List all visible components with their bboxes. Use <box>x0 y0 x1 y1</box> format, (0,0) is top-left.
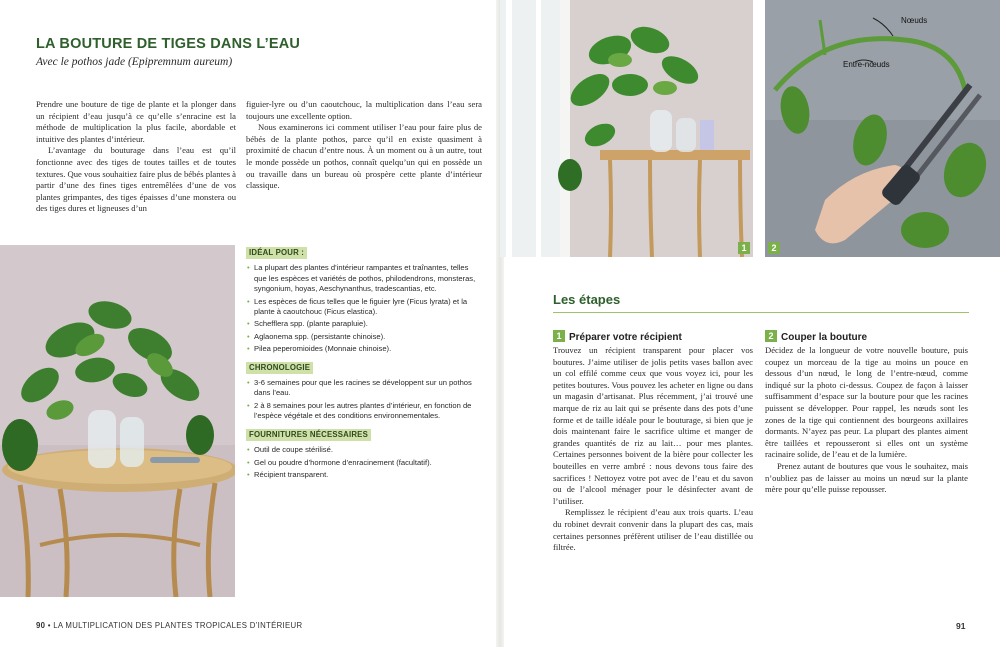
step-1-heading <box>553 330 682 343</box>
photo-number-badge: 1 <box>738 242 750 254</box>
fournitures-list <box>246 445 482 480</box>
step-number: 1 <box>553 330 565 342</box>
list-item: • Gel ou poudre d’hormone d’enracinement (facultatif). <box>246 458 482 468</box>
running-footer: • LA MULTIPLICATION DES PLANTES TROPICALES D’INTÉRIEUR <box>47 621 303 630</box>
list-item: • Récipient transparent. <box>246 470 482 480</box>
ideal-heading: IDÉAL POUR : <box>246 247 307 259</box>
step-title: Couper la bouture <box>781 332 868 343</box>
chrono-list <box>246 378 482 422</box>
step-paragraph: Trouvez un récipient transparent pour placer vos boutures. J’aime utiliser de jolis petits vases ballon avec un col effilé comme ceux que vous voyez ici, pour les petites boutures. Vous pouvez les acheter en ligne ou dans un magasin d’artisanat. Plus récemment, j’ai trouvé une marque de riz au lait qui se présente dans des pots d’une forme et de taille idéale pour le bouturage, si bien que je dois maintenant faire le sacrifice ultime et manger de grandes quantités de riz au lait… pour mes plantes. Certaines personnes boivent de la bière pour collecter les bouteilles en verre ambré : nous devons tous faire des sacrifices ! Nettoyez votre pot avec de l’eau et du savon ou de l’alcool ménager pour le désinfecter avant de l’utiliser. <box>553 345 753 506</box>
intro-paragraph: L’avantage du bouturage dans l’eau est qu’il fonctionne avec des tiges de toutes tailles et de toutes textures. Que vous souhaitiez faire plus de bébés plantes à partir d’une des fines tiges entremêlées d’une de vos plantes grimpantes, des tiges épaisses d’une monstera ou des tiges dures et ligneuses d’un <box>36 145 236 214</box>
page-number-right: 91 <box>956 621 966 631</box>
photo-number-badge: 2 <box>768 242 780 254</box>
step-number: 2 <box>765 330 777 342</box>
list-item: • Outil de coupe stérilisé. <box>246 445 482 455</box>
intro-paragraph: Nous examinerons ici comment utiliser l’eau pour faire plus de bébés de la plante pothos, parce qu’il en existe quasiment à proximité de chacun d’entre nous. À un moment ou à un autre, tout le monde possède un pothos, connaît quelqu’un qui en possède un ou travaille dans un bureau où prospère cette plante d’intérieur classique. <box>246 122 482 191</box>
footer-left <box>36 621 302 630</box>
page-number-left: 90 <box>36 621 46 630</box>
window-pothos-photo <box>500 0 753 257</box>
intro-paragraph: Prendre une bouture de tige de plante et la plonger dans un récipient d’eau jusqu’à ce qu’elle s’enracine est la méthode de multiplication la plus facile, abordable et intuitive des plantes d’intérieur. <box>36 99 236 144</box>
noeuds-label: Nœuds <box>901 16 928 25</box>
steps-rule <box>553 312 969 313</box>
cutting-scissors-photo <box>765 0 1000 257</box>
page-subtitle: Avec le pothos jade (Epipremnum aureum) <box>36 56 233 68</box>
step-paragraph: Décidez de la longueur de votre nouvelle bouture, puis coupez un morceau de la tige au moins un pouce en dessous d’un nœud, le long de l’entre-nœud, comme indiqué sur la photo ci-dessus. Coupez de façon à laisser suffisamment d’espace sur la bouture pour que les racines puissent se développer. Pour rappel, les nœuds sont les zones de la tige qui contiennent des bourgeons axillaires dormants. N’ayez pas peur. La plupart des plantes aiment être taillées et repousseront si elles ont un système racinaire solide, de l’eau et de la lumière. <box>765 345 968 460</box>
steps-heading: Les étapes <box>553 292 621 307</box>
step-paragraph: Remplissez le récipient d’eau aux trois quarts. L’eau du robinet devrait convenir dans la plupart des cas, mais certaines personnes préfèrent utiliser de l’eau distillée ou filtrée. <box>553 507 753 553</box>
intro-paragraph: figuier-lyre ou d’un caoutchouc, la multiplication dans l’eau sera toujours une excellente option. <box>246 99 482 121</box>
step-paragraph: Prenez autant de boutures que vous le souhaitez, mais n’oubliez pas de laisser au moins un nœud sur la plante mère pour qu’elle puisse repousser. <box>765 460 968 495</box>
list-item: • La plupart des plantes d’intérieur rampantes et traînantes, telles que les espèces et variétés de pothos, philodendrons, monsteras, syngonium, hoyas, Aeschynanthus, tradescantias, etc. <box>246 263 482 294</box>
intro-column-1 <box>36 99 236 215</box>
list-item: • 2 à 8 semaines pour les autres plantes d’intérieur, en fonction de l’espèce végétale et des conditions environnementales. <box>246 401 482 422</box>
ideal-list <box>246 263 482 354</box>
entre-noeuds-label: Entre-nœuds <box>843 60 890 69</box>
step-2-heading <box>765 330 867 343</box>
step-2-text <box>765 345 968 496</box>
pothos-on-stand-photo <box>0 245 235 597</box>
page-title: LA BOUTURE DE TIGES DANS L’EAU <box>36 36 301 52</box>
chrono-heading: CHRONOLOGIE <box>246 362 313 374</box>
step-1-text <box>553 345 753 554</box>
list-item: • Pilea peperomioides (Monnaie chinoise). <box>246 344 482 354</box>
list-item: • Schefflera spp. (plante parapluie). <box>246 319 482 329</box>
list-item: • 3-6 semaines pour que les racines se développent sur un pothos dans l’eau. <box>246 378 482 399</box>
step-title: Préparer votre récipient <box>569 332 682 343</box>
list-item: • Les espèces de ficus telles que le figuier lyre (Ficus lyrata) et la plante à caoutchouc (Ficus elastica). <box>246 297 482 318</box>
sidebar-info <box>246 247 482 487</box>
fournitures-heading: FOURNITURES NÉCESSAIRES <box>246 429 371 441</box>
list-item: • Aglaonema spp. (persistante chinoise). <box>246 332 482 342</box>
intro-column-2 <box>246 99 482 192</box>
